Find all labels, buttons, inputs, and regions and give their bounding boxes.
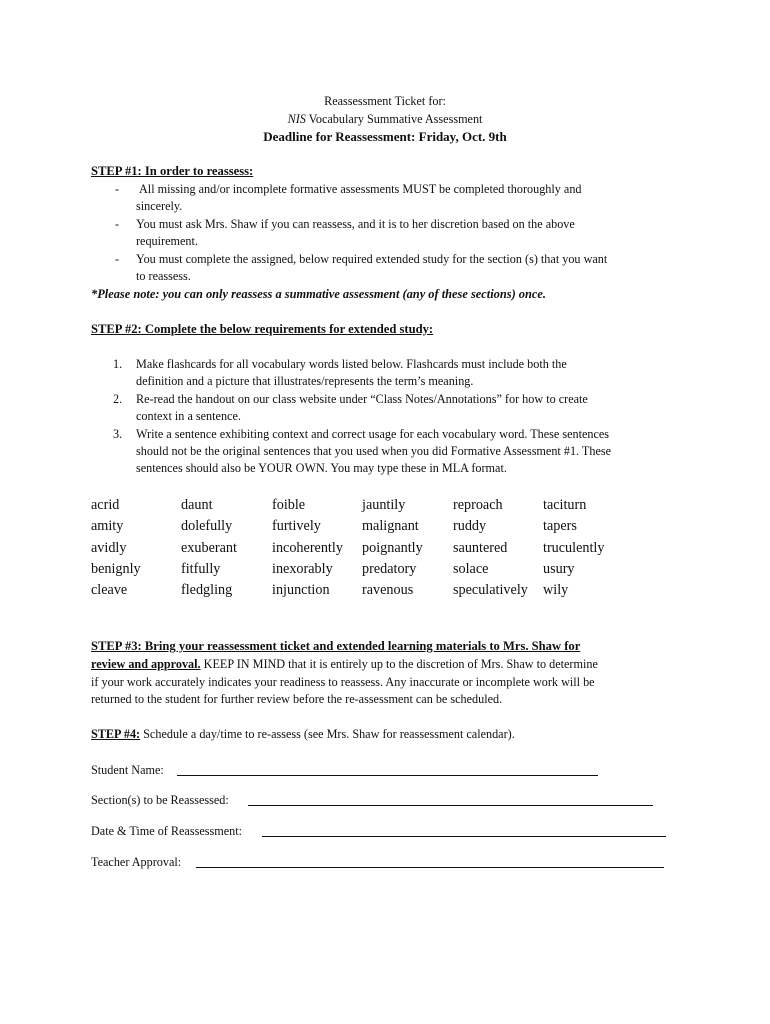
step3-line-1 xyxy=(91,639,580,654)
teacher-approval-field[interactable] xyxy=(196,867,664,868)
ticket-title: Reassessment Ticket for: xyxy=(324,94,446,108)
vocab-word: sauntered xyxy=(453,540,508,556)
date-time-field[interactable] xyxy=(262,836,666,837)
vocab-word: ruddy xyxy=(453,518,487,534)
list-number: 2. xyxy=(113,392,123,406)
sections-field[interactable] xyxy=(248,805,653,806)
step4-text: Schedule a day/time to re-assess (see Mrs. Shaw for reassessment calendar). xyxy=(140,727,515,741)
vocab-word: daunt xyxy=(181,497,213,513)
step3-label: STEP #3: xyxy=(91,639,142,653)
step1-heading: STEP #1: In order to reassess: xyxy=(91,164,254,178)
step2-item-3-line-3: sentences should also be YOUR OWN. You may type these in MLA format. xyxy=(136,461,507,475)
vocab-word: inexorably xyxy=(272,561,333,577)
vocab-word: speculatively xyxy=(453,582,528,598)
vocab-word: acrid xyxy=(91,497,120,513)
vocab-word: predatory xyxy=(362,561,417,577)
step2-item-1-line-2: definition and a picture that illustrates/represents the term’s meaning. xyxy=(136,374,474,388)
step2-item-3-line-1: Write a sentence exhibiting context and correct usage for each vocabulary word. These sentences xyxy=(136,427,610,441)
vocab-word: reproach xyxy=(453,497,503,513)
step3-bold-text: Bring your reassessment ticket and extended learning materials to Mrs. Shaw for xyxy=(141,639,581,653)
vocab-word: taciturn xyxy=(543,497,587,513)
vocab-word: fledgling xyxy=(181,582,233,598)
list-number: 3. xyxy=(113,427,123,441)
vocab-word: tapers xyxy=(543,518,577,534)
reassess-note: *Please note: you can only reassess a summative assessment (any of these sections) once. xyxy=(91,287,546,301)
date-time-label: Date & Time of Reassessment: xyxy=(91,824,242,838)
vocab-word: furtively xyxy=(272,518,321,534)
step4-line xyxy=(91,727,515,742)
step3-line-2 xyxy=(91,657,598,672)
step1-bullet-3-line-2: to reassess. xyxy=(136,269,191,283)
student-name-field[interactable] xyxy=(177,775,598,776)
step3-line-3: if your work accurately indicates your readiness to reassess. Any inaccurate or incomplete work will be xyxy=(91,675,595,689)
list-number: 1. xyxy=(113,357,123,371)
step1-bullet-3-line-1: You must complete the assigned, below required extended study for the section (s) that you want xyxy=(136,252,608,266)
vocab-word: poignantly xyxy=(362,540,423,556)
vocab-word: cleave xyxy=(91,582,128,598)
vocab-word: truculently xyxy=(543,540,605,556)
deadline-heading: Deadline for Reassessment: Friday, Oct. 9th xyxy=(263,129,507,144)
assessment-name-rest: Vocabulary Summative Assessment xyxy=(305,112,483,126)
vocab-word: avidly xyxy=(91,540,127,556)
vocab-word: malignant xyxy=(362,518,419,534)
bullet-dash: - xyxy=(115,217,120,231)
step2-item-2-line-1: Re-read the handout on our class website under “Class Notes/Annotations” for how to create xyxy=(136,392,588,406)
vocab-word: fitfully xyxy=(181,561,221,577)
step2-item-2-line-2: context in a sentence. xyxy=(136,409,241,423)
step3-rest-1: KEEP IN MIND that it is entirely up to the discretion of Mrs. Shaw to determine xyxy=(200,657,598,671)
vocab-word: dolefully xyxy=(181,518,233,534)
teacher-approval-label: Teacher Approval: xyxy=(91,855,182,869)
bullet-dash: - xyxy=(115,252,120,266)
step3-line-4: returned to the student for further review before the re-assessment can be scheduled. xyxy=(91,692,503,706)
vocab-word: wily xyxy=(543,582,569,598)
step4-label: STEP #4: xyxy=(91,727,141,741)
student-name-label: Student Name: xyxy=(91,763,164,777)
sections-label: Section(s) to be Reassessed: xyxy=(91,793,229,807)
step1-bullet-2-line-2: requirement. xyxy=(136,234,198,248)
assessment-name-italic: NIS xyxy=(287,112,306,126)
vocab-word: usury xyxy=(543,561,575,577)
vocab-word: foible xyxy=(272,497,306,513)
step2-item-3-line-2: should not be the original sentences that you used when you did Formative Assessment #1. These xyxy=(136,444,612,458)
vocab-word: incoherently xyxy=(272,540,343,556)
vocab-word: benignly xyxy=(91,561,141,577)
vocab-word: jauntily xyxy=(362,497,406,513)
assessment-name xyxy=(0,112,770,127)
step1-bullet-1-line-2: sincerely. xyxy=(136,199,183,213)
bullet-dash: - xyxy=(115,182,120,196)
vocab-word: ravenous xyxy=(362,582,414,598)
vocab-word: solace xyxy=(453,561,489,577)
vocab-word: injunction xyxy=(272,582,330,598)
step2-heading: STEP #2: Complete the below requirements for extended study: xyxy=(91,322,434,336)
step1-bullet-2-line-1: You must ask Mrs. Shaw if you can reassess, and it is to her discretion based on the above xyxy=(136,217,575,231)
step3-bold-text-2: review and approval. xyxy=(91,657,201,671)
step2-item-1-line-1: Make flashcards for all vocabulary words listed below. Flashcards must include both the xyxy=(136,357,567,371)
vocab-word: exuberant xyxy=(181,540,237,556)
vocab-word: amity xyxy=(91,518,124,534)
step1-bullet-1-line-1: All missing and/or incomplete formative assessments MUST be completed thoroughly and xyxy=(139,182,582,196)
